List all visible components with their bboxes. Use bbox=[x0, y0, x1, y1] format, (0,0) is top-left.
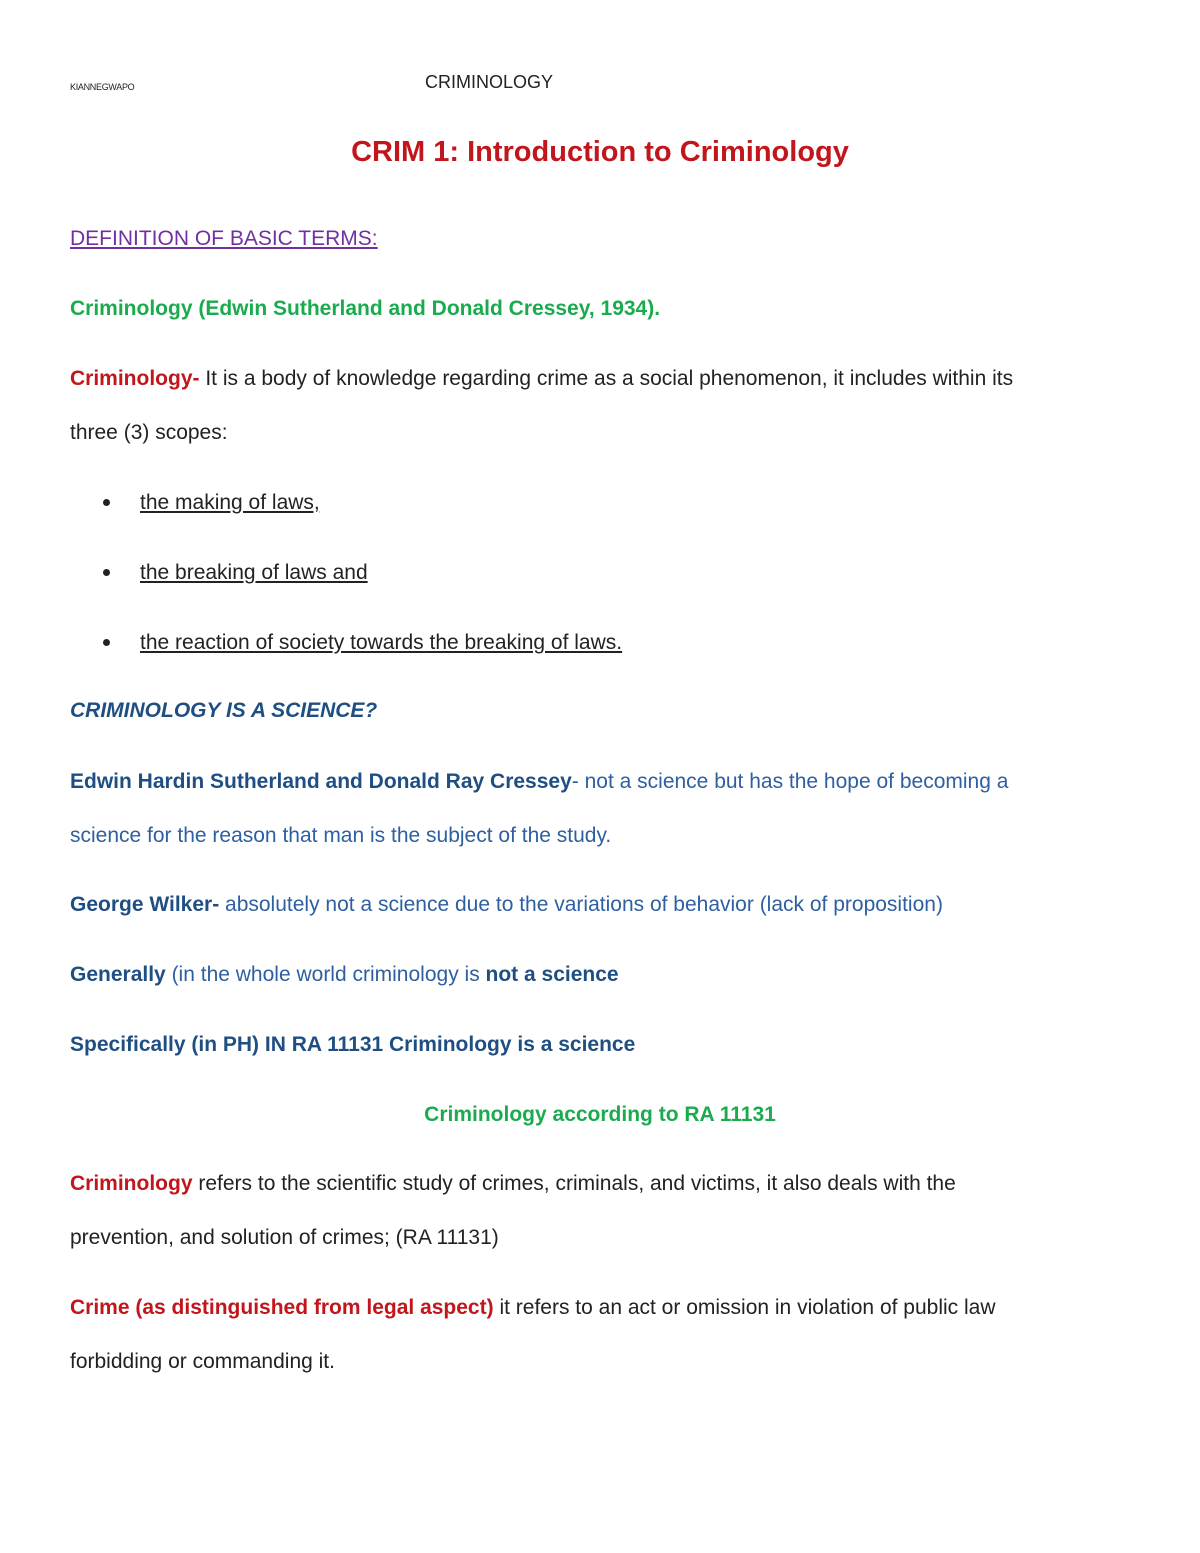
bullet-icon bbox=[103, 569, 110, 576]
scope-item-1: the making of laws, bbox=[140, 491, 320, 514]
crime-definition-text-1: it refers to an act or omission in violation of public law bbox=[493, 1296, 996, 1319]
ra-definition-text-1: refers to the scientific study of crimes, criminals, and victims, it also deals with the bbox=[192, 1172, 956, 1195]
source-line: Criminology (Edwin Sutherland and Donald Cressey, 1934). bbox=[70, 297, 661, 320]
header-author: KIANNEGWAPO bbox=[70, 82, 135, 92]
science-question: CRIMINOLOGY IS A SCIENCE? bbox=[70, 699, 378, 722]
wilker-name: George Wilker- bbox=[70, 893, 220, 916]
ra-heading: Criminology according to RA 11131 bbox=[424, 1103, 776, 1126]
wilker-line bbox=[70, 894, 943, 915]
generally-bold: not a science bbox=[485, 963, 619, 986]
definition-term: Criminology- bbox=[70, 367, 200, 390]
wilker-text: absolutely not a science due to the variations of behavior (lack of proposition) bbox=[219, 893, 943, 916]
header-course: CRIMINOLOGY bbox=[425, 72, 554, 92]
definition-line-2: three (3) scopes: bbox=[70, 421, 228, 444]
section-heading: DEFINITION OF BASIC TERMS: bbox=[70, 227, 378, 250]
specifically-line: Specifically (in PH) IN RA 11131 Criminology is a science bbox=[70, 1033, 636, 1056]
definition-line-1 bbox=[70, 368, 1013, 389]
generally-label: Generally bbox=[70, 963, 166, 986]
ra-definition-line-2: prevention, and solution of crimes; (RA 11131) bbox=[70, 1226, 499, 1249]
generally-line bbox=[70, 964, 619, 985]
sutherland-text-1: - not a science but has the hope of becoming a bbox=[571, 770, 1009, 793]
scope-item-3: the reaction of society towards the breaking of laws. bbox=[140, 631, 623, 654]
generally-text: (in the whole world criminology is bbox=[165, 963, 486, 986]
crime-definition-line-2: forbidding or commanding it. bbox=[70, 1350, 335, 1373]
sutherland-line-1 bbox=[70, 771, 1008, 792]
sutherland-name: Edwin Hardin Sutherland and Donald Ray Cressey bbox=[70, 770, 572, 793]
bullet-icon bbox=[103, 639, 110, 646]
scope-item-2: the breaking of laws and bbox=[140, 561, 368, 584]
sutherland-line-2: science for the reason that man is the subject of the study. bbox=[70, 824, 612, 847]
definition-text-1: It is a body of knowledge regarding crime as a social phenomenon, it includes within its bbox=[199, 367, 1014, 390]
bullet-icon bbox=[103, 499, 110, 506]
crime-definition-line-1 bbox=[70, 1297, 996, 1318]
ra-definition-term: Criminology bbox=[70, 1172, 193, 1195]
ra-definition-line-1 bbox=[70, 1173, 956, 1194]
crime-definition-term: Crime (as distinguished from legal aspect) bbox=[70, 1296, 494, 1319]
page-title: CRIM 1: Introduction to Criminology bbox=[351, 136, 849, 168]
